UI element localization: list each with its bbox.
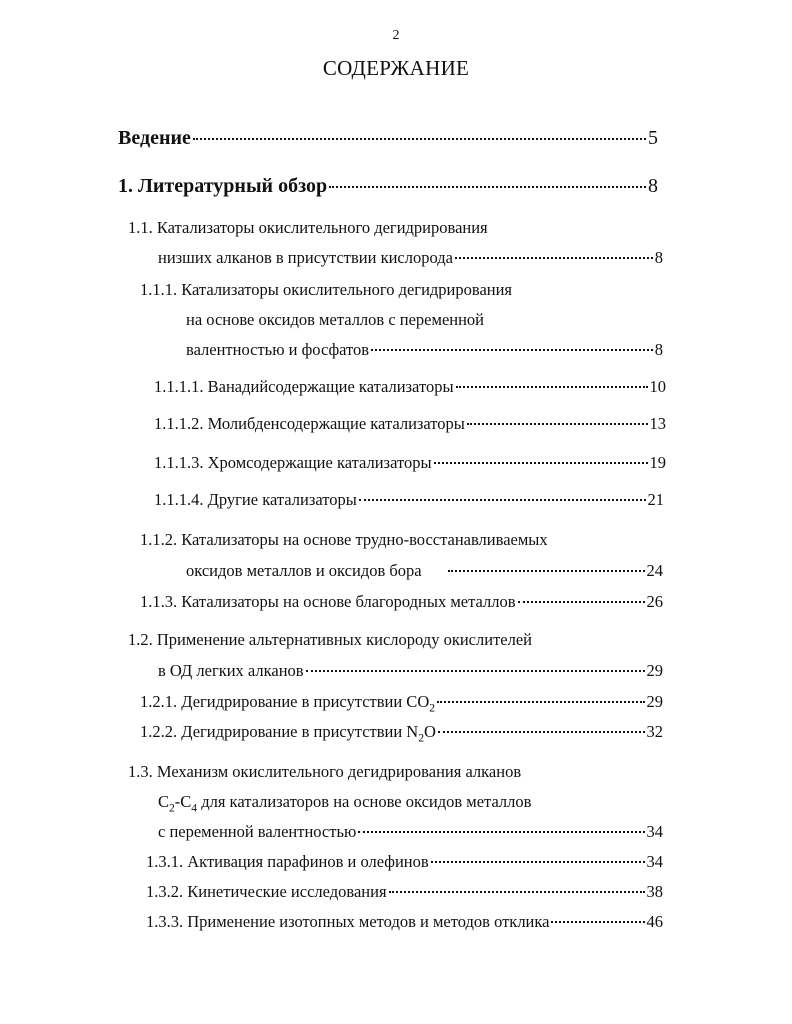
toc-entry-1-1-1-4[interactable] bbox=[154, 488, 664, 512]
toc-entry-1-3-3[interactable] bbox=[146, 910, 663, 934]
toc-entry-1-1-1-3[interactable] bbox=[154, 451, 666, 475]
toc-entry-page: 13 bbox=[649, 414, 666, 433]
toc-entry-page: 32 bbox=[646, 722, 663, 741]
leader-dots bbox=[358, 831, 644, 833]
toc-entry-label: на основе оксидов металлов с переменной bbox=[186, 310, 485, 329]
toc-entry-label: 1.1. Катализаторы окислительного дегидрирования bbox=[128, 218, 488, 237]
toc-entry-label: 1.1.1.3. Хромсодержащие катализаторы bbox=[154, 453, 432, 472]
leader-dots bbox=[389, 891, 645, 893]
toc-entry-label: в ОД легких алканов bbox=[158, 661, 304, 680]
toc-entry-page: 5 bbox=[648, 127, 658, 149]
toc-entry-label: $C_2-C_4$ для катализаторов на основе оксидов металлов bbox=[158, 792, 532, 815]
toc-entry-label: 1.2.1. Дегидрирование в присутствии $CO_2$ bbox=[140, 692, 436, 715]
leader-dots bbox=[551, 921, 644, 923]
toc-entry-label: 1.1.3. Катализаторы на основе благородных металлов bbox=[140, 592, 516, 611]
toc-entry-1-2[interactable] bbox=[128, 628, 532, 652]
toc-entry-1-3-cont2[interactable] bbox=[158, 820, 663, 844]
page-title: СОДЕРЖАНИЕ bbox=[322, 56, 470, 80]
toc-entry-1-1[interactable] bbox=[128, 216, 488, 240]
toc-entry-1-3-1[interactable] bbox=[146, 850, 663, 874]
toc-entry-page: 8 bbox=[654, 340, 663, 359]
toc-entry-label: 1.3.2. Кинетические исследования bbox=[146, 882, 387, 901]
toc-entry-label: 1.3.1. Активация парафинов и олефинов bbox=[146, 852, 429, 871]
toc-entry-page: 26 bbox=[646, 592, 663, 611]
toc-entry-lit-review[interactable] bbox=[118, 172, 658, 200]
toc-entry-label: 1.1.1.4. Другие катализаторы bbox=[154, 490, 357, 509]
toc-entry-label: 1.1.2. Катализаторы на основе трудно-восстанавливаемых bbox=[140, 530, 548, 549]
toc-entry-label: Ведение bbox=[118, 127, 191, 149]
toc-entry-1-1-cont[interactable] bbox=[158, 246, 663, 270]
toc-entry-label: 1.3. Механизм окислительного дегидрирования алканов bbox=[128, 762, 522, 781]
toc-entry-1-3-cont[interactable] bbox=[158, 790, 531, 814]
leader-dots bbox=[193, 138, 646, 140]
toc-entry-label: с переменной валентностью bbox=[158, 822, 357, 841]
leader-dots bbox=[306, 670, 645, 672]
toc-entry-1-2-cont[interactable] bbox=[158, 659, 663, 683]
toc-entry-page: 21 bbox=[647, 490, 664, 509]
toc-entry-label: оксидов металлов и оксидов бора bbox=[186, 561, 422, 580]
leader-dots bbox=[456, 386, 648, 388]
leader-dots bbox=[437, 701, 644, 703]
toc-entry-label: 1.1.1. Катализаторы окислительного дегидрирования bbox=[140, 280, 513, 299]
toc-entry-1-1-1-cont[interactable] bbox=[186, 308, 484, 332]
toc-entry-1-1-3[interactable] bbox=[140, 590, 663, 614]
toc-entry-label: 1.3.3. Применение изотопных методов и методов отклика bbox=[146, 912, 550, 931]
toc-entry-label: 1. Литературный обзор bbox=[118, 175, 328, 197]
leader-dots bbox=[518, 601, 645, 603]
toc-entry-1-3-2[interactable] bbox=[146, 880, 663, 904]
toc-entry-1-1-2[interactable] bbox=[140, 528, 548, 552]
leader-dots bbox=[438, 731, 645, 733]
toc-entry-page: 24 bbox=[646, 561, 663, 580]
page-number: 2 bbox=[392, 28, 400, 43]
toc-entry-page: 38 bbox=[646, 882, 663, 901]
toc-entry-label: валентностью и фосфатов bbox=[186, 340, 370, 359]
toc-entry-1-1-1[interactable] bbox=[140, 278, 512, 302]
toc-entry-1-1-2-cont[interactable] bbox=[186, 559, 663, 583]
toc-entry-page: 19 bbox=[649, 453, 666, 472]
toc-entry-1-1-1-2[interactable] bbox=[154, 412, 666, 436]
toc-entry-page: 8 bbox=[654, 248, 663, 267]
toc-entry-page: 29 bbox=[646, 661, 663, 680]
toc-entry-1-1-1-cont2[interactable] bbox=[186, 338, 663, 362]
toc-entry-page: 46 bbox=[646, 912, 663, 931]
leader-dots bbox=[329, 186, 646, 188]
toc-entry-1-2-2[interactable] bbox=[140, 720, 663, 744]
toc-entry-1-3[interactable] bbox=[128, 760, 521, 784]
toc-entry-intro[interactable] bbox=[118, 124, 658, 152]
leader-dots bbox=[467, 423, 648, 425]
leader-dots bbox=[455, 257, 653, 259]
leader-dots bbox=[448, 570, 645, 572]
leader-dots bbox=[359, 499, 646, 501]
toc-entry-page: 34 bbox=[646, 822, 663, 841]
toc-entry-label: 1.2. Применение альтернативных кислороду окислителей bbox=[128, 630, 532, 649]
toc-entry-page: 8 bbox=[648, 175, 658, 197]
leader-dots bbox=[371, 349, 653, 351]
toc-entry-label: низших алканов в присутствии кислорода bbox=[158, 248, 453, 267]
toc-entry-label: 1.2.2. Дегидрирование в присутствии $N_2O$ bbox=[140, 722, 436, 745]
toc-entry-1-1-1-1[interactable] bbox=[154, 375, 666, 399]
leader-dots bbox=[431, 861, 645, 863]
leader-dots bbox=[434, 462, 648, 464]
toc-entry-page: 10 bbox=[649, 377, 666, 396]
toc-entry-page: 29 bbox=[646, 692, 663, 711]
toc-entry-label: 1.1.1.2. Молибденсодержащие катализаторы bbox=[154, 414, 465, 433]
toc-entry-1-2-1[interactable] bbox=[140, 690, 663, 714]
toc-entry-page: 34 bbox=[646, 852, 663, 871]
toc-entry-label: 1.1.1.1. Ванадийсодержащие катализаторы bbox=[154, 377, 454, 396]
